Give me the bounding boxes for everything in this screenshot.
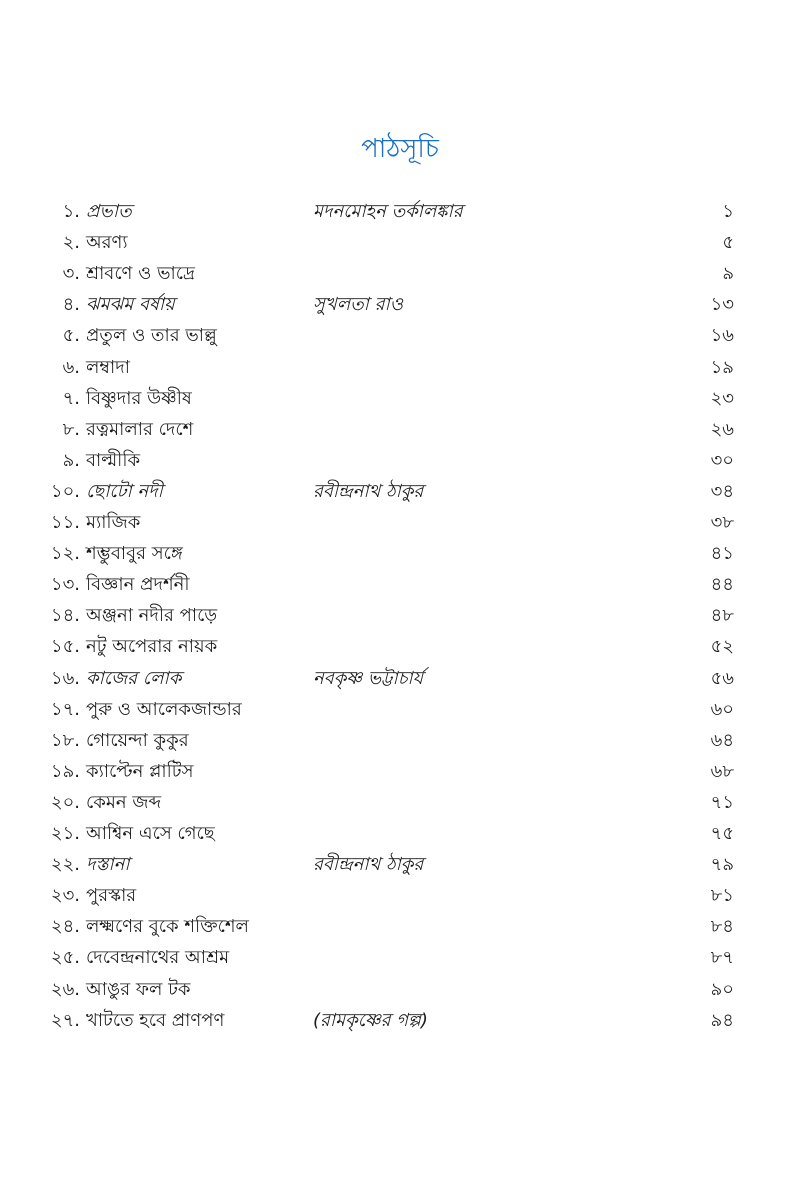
entry-number: ৮. — [62, 418, 80, 440]
entry-page-number: ৫৬ — [710, 667, 734, 689]
entry-page-number: ৭১ — [710, 791, 734, 813]
entry-number: ১৬. — [50, 667, 80, 689]
toc-entry — [0, 601, 800, 631]
entry-number: ২২. — [50, 854, 80, 876]
entry-title: ম্যাজিক — [86, 512, 141, 533]
entry-author: (রামকৃষ্ণের গল্প) — [313, 1009, 428, 1031]
entry-page-number: ৪৮ — [710, 605, 734, 627]
toc-entry — [0, 819, 800, 849]
entry-page-number: ৪৪ — [710, 574, 734, 596]
entry-title: শম্ভুবাবুর সঙ্গে — [86, 543, 183, 565]
entry-page-number: ১ — [722, 201, 734, 222]
toc-entry — [0, 757, 800, 787]
entry-author: রবীন্দ্রনাথ ঠাকুর — [313, 480, 424, 502]
toc-entry — [0, 415, 800, 445]
toc-entry — [0, 975, 800, 1005]
entry-number: ৫. — [62, 325, 80, 347]
toc-entry — [0, 943, 800, 973]
toc-entry — [0, 508, 800, 538]
entry-page-number: ২৬ — [710, 418, 734, 440]
toc-entry — [0, 788, 800, 818]
entry-number: ৬. — [62, 356, 80, 378]
entry-number: ১৯. — [50, 760, 80, 782]
entry-number: ২৪. — [50, 916, 80, 938]
entry-title: প্রতুল ও তার ভাল্লু — [86, 325, 217, 347]
entry-title: ছোটো নদী — [86, 480, 163, 502]
toc-entry — [0, 850, 800, 880]
entry-page-number: ১৩ — [710, 294, 734, 316]
entry-number: ১৫. — [50, 636, 80, 658]
entry-title: লম্বাদা — [86, 356, 130, 378]
entry-number: ২৭. — [50, 1009, 80, 1031]
entry-author: মদনমোহন তর্কালঙ্কার — [313, 201, 463, 222]
entry-title: লক্ষ্মণের বুকে শক্তিশেল — [86, 916, 249, 938]
entry-number: ১১. — [50, 512, 80, 533]
toc-entry — [0, 539, 800, 569]
entry-title: অঞ্জনা নদীর পাড়ে — [86, 605, 218, 627]
entry-page-number: ৪১ — [710, 543, 734, 565]
entry-page-number: ৫ — [722, 232, 734, 254]
page-title: পাঠসূচি — [361, 134, 439, 164]
toc-entry — [0, 228, 800, 258]
toc-entry — [0, 632, 800, 662]
entry-title: অরণ্য — [86, 232, 128, 254]
entry-number: ১৪. — [50, 605, 80, 627]
entry-number: ১৩. — [50, 574, 80, 596]
entry-page-number: ৮১ — [710, 885, 734, 907]
entry-author: রবীন্দ্রনাথ ঠাকুর — [313, 854, 424, 876]
entry-page-number: ৭৫ — [710, 823, 734, 844]
entry-number: ২৫. — [50, 947, 80, 969]
entry-title: বিজ্ঞান প্রদর্শনী — [86, 574, 190, 596]
entry-page-number: ৫২ — [710, 636, 734, 658]
entry-page-number: ৩৮ — [710, 512, 734, 533]
entry-author: সুখলতা রাও — [313, 294, 403, 316]
entry-title: নটু অপেরার নায়ক — [86, 636, 218, 658]
entry-number: ১২. — [50, 543, 80, 565]
entry-title: ক্যাপ্টেন প্লাটিস — [86, 760, 194, 782]
entry-title: বাল্মীকি — [86, 449, 141, 471]
entry-title: দেবেন্দ্রনাথের আশ্রম — [86, 947, 230, 969]
entry-page-number: ৬৮ — [710, 760, 734, 782]
toc-entry — [0, 570, 800, 600]
entry-page-number: ৬৪ — [710, 729, 734, 751]
entry-number: ১. — [62, 201, 80, 222]
entry-number: ১৭. — [50, 698, 80, 720]
entry-page-number: ৯ — [722, 263, 734, 285]
entry-title: আশ্বিন এসে গেছে — [86, 823, 215, 844]
entry-page-number: ২৩ — [710, 387, 734, 409]
toc-entry — [0, 197, 800, 227]
entry-number: ১০. — [50, 480, 80, 502]
entry-title: পুরস্কার — [86, 885, 137, 907]
toc-entry — [0, 384, 800, 414]
entry-title: আঙুর ফল টক — [86, 978, 191, 1000]
entry-number: ৯. — [62, 449, 80, 471]
entry-page-number: ৮৪ — [710, 916, 734, 938]
entry-number: ১৮. — [50, 729, 80, 751]
entry-page-number: ৬০ — [710, 698, 734, 720]
entry-number: ৪. — [62, 294, 80, 316]
entry-number: ২৬. — [50, 978, 80, 1000]
entry-title: কেমন জব্দ — [86, 791, 162, 813]
entry-title: বিষ্ণুদার উষ্ণীষ — [86, 387, 192, 409]
entry-page-number: ৩৪ — [710, 480, 734, 502]
entry-number: ২. — [62, 232, 80, 254]
entry-page-number: ৯৪ — [710, 1009, 734, 1031]
entry-title: রত্নমালার দেশে — [86, 418, 194, 440]
toc-entry — [0, 726, 800, 756]
entry-title: পুরু ও আলেকজান্ডার — [86, 698, 242, 720]
entry-title: গোয়েন্দা কুকুর — [86, 729, 189, 751]
entry-title: দস্তানা — [86, 854, 130, 876]
entry-title: খাটতে হবে প্রাণপণ — [86, 1009, 225, 1031]
entry-title: প্রভাত — [86, 201, 132, 222]
entry-page-number: ১৯ — [710, 356, 734, 378]
entry-number: ২৩. — [50, 885, 80, 907]
toc-entry — [0, 290, 800, 320]
toc-entry — [0, 1006, 800, 1036]
toc-entry — [0, 446, 800, 476]
entry-number: ৭. — [62, 387, 80, 409]
toc-entry — [0, 664, 800, 694]
entry-number: ৩. — [62, 263, 80, 285]
entry-page-number: ৮৭ — [710, 947, 734, 969]
entry-number: ২১. — [50, 823, 80, 844]
toc-entry — [0, 881, 800, 911]
entry-title: ঝমঝম বর্ষায় — [86, 294, 175, 316]
entry-page-number: ৩০ — [710, 449, 734, 471]
entry-author: নবকৃষ্ণ ভট্টাচার্য — [313, 667, 423, 689]
entry-page-number: ৭৯ — [710, 854, 734, 876]
toc-entry — [0, 477, 800, 507]
entry-title: কাজের লোক — [86, 667, 182, 689]
entry-page-number: ৯০ — [710, 978, 734, 1000]
toc-entry — [0, 259, 800, 289]
toc-entry — [0, 353, 800, 383]
entry-number: ২০. — [50, 791, 80, 813]
toc-entry — [0, 912, 800, 942]
toc-entry — [0, 695, 800, 725]
toc-entry — [0, 321, 800, 351]
entry-title: শ্রাবণে ও ভাদ্রে — [86, 263, 195, 285]
entry-page-number: ১৬ — [710, 325, 734, 347]
